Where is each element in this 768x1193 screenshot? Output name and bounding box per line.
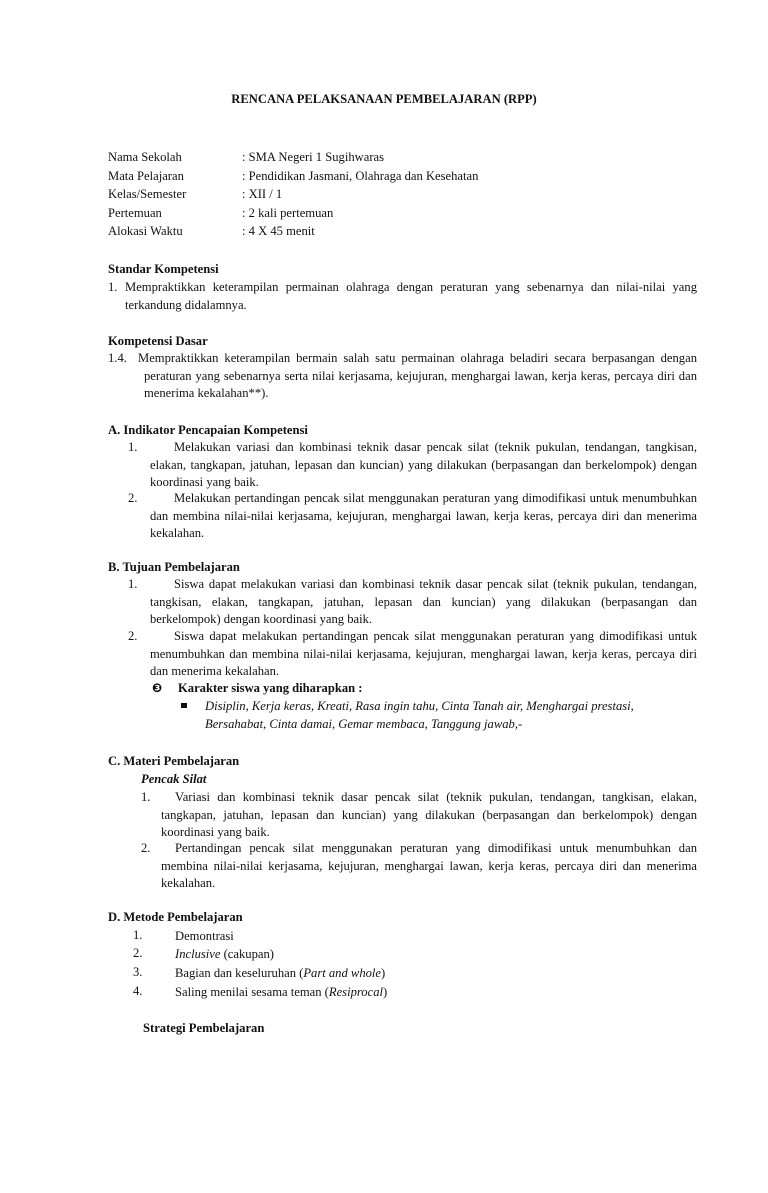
identity-label: Nama Sekolah (108, 150, 182, 164)
metode-item (175, 964, 385, 982)
identity-label: Pertemuan (108, 206, 162, 220)
identity-label: Kelas/Semester (108, 187, 187, 201)
numbered-bullet-icon: ❸ (152, 681, 163, 695)
metode-item-italic: Part and whole (303, 966, 382, 980)
document-title: RENCANA PELAKSANAAN PEMBELAJARAN (RPP) (231, 92, 537, 106)
metode-item-tail: ) (383, 985, 388, 999)
metode-item-tail: ) (381, 966, 386, 980)
karakter-heading: Karakter siswa yang diharapkan : (178, 681, 363, 695)
standar-text: Mempraktikkan keterampilan permainan olahraga dengan peraturan yang sebenarnya dan nilai-nilai yang terkandung didalamnya. (125, 280, 697, 312)
list-number: 3. (133, 965, 143, 979)
metode-item-italic: Resiprocal (328, 985, 383, 999)
indikator-item: Melakukan variasi dan kombinasi teknik dasar pencak silat (teknik pukulan, tendangan, tangkisan, elakan, tangkapan, jatuhan, lepasan dan kuncian) yang dilakukan (berpasangan dan berkelompok) dengan koordinasi yang baik. (150, 440, 697, 489)
tujuan-item: Siswa dapat melakukan pertandingan pencak silat menggunakan peraturan yang dimodifikasi untuk menumbuhkan dan membina nilai-nilai kerjasama, kejujuran, menghargai lawan, kerja keras, percaya diri dan menerima kekalahan. (150, 629, 697, 678)
indikator-item: Melakukan pertandingan pencak silat menggunakan peraturan yang dimodifikasi untuk menumbuhkan dan membina nilai-nilai kerjasama, kejujuran, menghargai lawan, kerja keras, percaya diri dan menerima kekalahan. (150, 491, 697, 540)
identity-value: : XII / 1 (242, 187, 283, 201)
list-number: 1. (133, 928, 143, 942)
list-number: 2. (128, 629, 138, 643)
materi-item: Pertandingan pencak silat menggunakan peraturan yang dimodifikasi untuk menumbuhkan dan membina nilai-nilai kerjasama, kejujuran, menghargai lawan, kerja keras, percaya diri dan menerima kekalahan. (161, 841, 697, 890)
square-bullet-icon (181, 703, 187, 708)
identity-value: : SMA Negeri 1 Sugihwaras (242, 150, 385, 164)
section-b-heading: B. Tujuan Pembelajaran (108, 560, 240, 574)
metode-item-italic: Inclusive (175, 947, 221, 961)
metode-item (175, 983, 387, 1001)
kompetensi-text: Mempraktikkan keterampilan bermain salah satu permainan olahraga beladiri secara berpasangan dengan peraturan yang sebenarnya serta nilai kerjasama, kejujuran, menghargai lawan, kerja keras, percaya diri dan menerima kekalahan**). (138, 351, 697, 400)
karakter-values-line: Bersahabat, Cinta damai, Gemar membaca, Tanggung jawab,- (205, 717, 523, 731)
metode-item-text: Saling menilai sesama teman ( (175, 985, 329, 999)
strategi-heading: Strategi Pembelajaran (143, 1021, 265, 1035)
identity-value: : Pendidikan Jasmani, Olahraga dan Kesehatan (242, 169, 479, 183)
identity-label: Alokasi Waktu (108, 224, 183, 238)
standar-heading: Standar Kompetensi (108, 262, 219, 276)
tujuan-item: Siswa dapat melakukan variasi dan kombinasi teknik dasar pencak silat (teknik pukulan, tendangan, tangkisan, elakan, tangkapan, jatuhan, lepasan dan kuncian) yang dilakukan (berpasangan dan berkelompok) dengan koordinasi yang baik. (150, 577, 697, 626)
list-number: 2. (133, 946, 143, 960)
identity-label: Mata Pelajaran (108, 169, 184, 183)
metode-item-text: (cakupan) (220, 947, 274, 961)
materi-item: Variasi dan kombinasi teknik dasar pencak silat (teknik pukulan, tendangan, tangkisan, elakan, tangkapan, jatuhan, lepasan dan kuncian) yang dilakukan (berpasangan dan berkelompok) dengan koordinasi yang baik. (161, 790, 697, 839)
identity-value: : 2 kali pertemuan (242, 206, 334, 220)
list-number: 1. (128, 577, 138, 591)
section-a-heading: A. Indikator Pencapaian Kompetensi (108, 423, 308, 437)
karakter-values-line: Disiplin, Kerja keras, Kreati, Rasa ingin tahu, Cinta Tanah air, Menghargai prestasi, (205, 699, 634, 713)
list-number: 4. (133, 984, 143, 998)
kompetensi-heading: Kompetensi Dasar (108, 334, 208, 348)
section-c-heading: C. Materi Pembelajaran (108, 754, 240, 768)
metode-item (175, 945, 274, 963)
section-d-heading: D. Metode Pembelajaran (108, 910, 243, 924)
list-number: 2. (141, 841, 151, 855)
list-number: 1.4. (108, 351, 127, 365)
metode-item-text: Bagian dan keseluruhan ( (175, 966, 304, 980)
list-number: 1. (141, 790, 151, 804)
identity-value: : 4 X 45 menit (242, 224, 315, 238)
list-number: 1. (108, 280, 118, 294)
metode-item: Demontrasi (175, 929, 234, 943)
list-number: 1. (128, 440, 138, 454)
list-number: 2. (128, 491, 138, 505)
materi-subheading: Pencak Silat (141, 772, 207, 786)
